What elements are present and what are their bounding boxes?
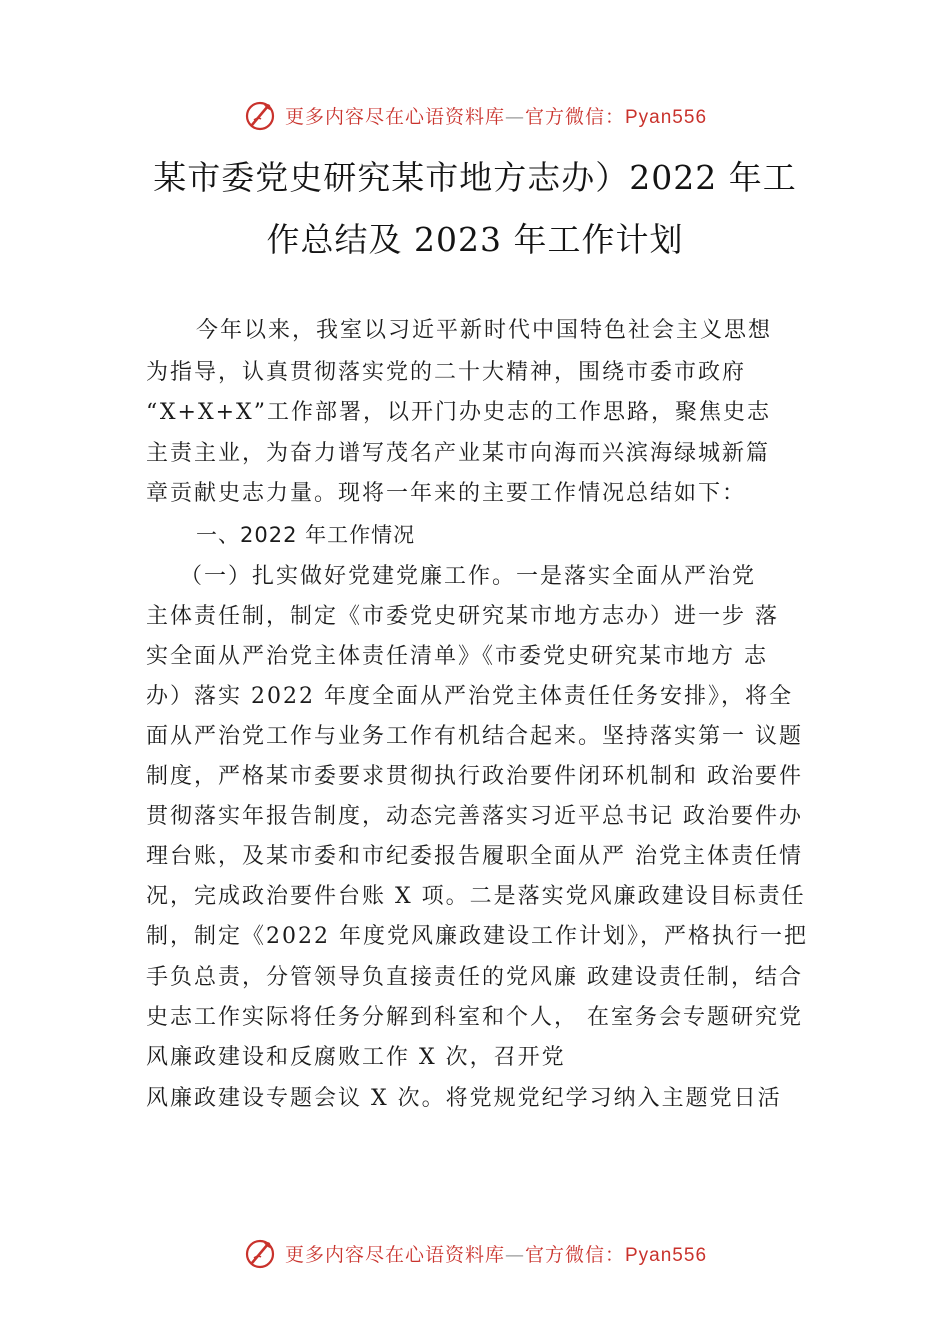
quill-seal-icon: [243, 98, 277, 132]
body-line: 办）落实 2022 年度全面从严治党主体责任任务安排》，将全: [146, 684, 793, 709]
body-line: “X+X+X”工作部署，以开门办史志的工作思路，聚焦史志: [146, 400, 771, 425]
body-line: （一）扎实做好党建党廉工作。一是落实全面从严治党: [180, 564, 757, 589]
watermark-wechat-label: 官方微信：: [524, 1243, 625, 1266]
header-watermark: [0, 95, 950, 135]
watermark-wechat-id: Pyan556: [625, 1244, 708, 1266]
body-line: 制，制定《2022 年度党风廉政建设工作计划》，严格执行一把: [146, 924, 808, 949]
body-line: 实全面从严治党主体责任清单》《市委党史研究某市地方 志: [146, 644, 768, 669]
watermark-dash: —: [504, 1243, 525, 1266]
footer-watermark: [0, 1233, 950, 1273]
body-line: 手负总责，分管领导负直接责任的党风廉 政建设责任制，结合: [146, 965, 803, 990]
document-title-line-2: 作总结及 2023 年工作计划: [266, 220, 684, 259]
watermark-text: [285, 102, 707, 129]
body-line: 况，完成政治要件台账 X 项。二是落实党风廉政建设目标责任: [146, 884, 806, 909]
section-heading: 一、2022 年工作情况: [196, 523, 416, 547]
watermark-wechat-id: Pyan556: [625, 106, 708, 128]
body-line: 为指导，认真贯彻落实党的二十大精神，围绕市委市政府: [146, 360, 747, 385]
body-line: 面从严治党工作与业务工作有机结合起来。坚持落实第一 议题: [146, 724, 803, 749]
body-line: 史志工作实际将任务分解到科室和个人， 在室务会专题研究党: [146, 1005, 803, 1030]
body-line: 风廉政建设和反腐败工作 X 次，召开党: [146, 1045, 566, 1070]
body-line: 理台账，及某市委和市纪委报告履职全面从严 治党主体责任情: [146, 844, 803, 869]
body-line: 今年以来，我室以习近平新时代中国特色社会主义思想: [196, 318, 773, 343]
body-line: 主体责任制，制定《市委党史研究某市地方志办）进一步 落: [146, 604, 779, 629]
watermark-text: [285, 1240, 707, 1267]
watermark-brand: 更多内容尽在心语资料库: [284, 105, 505, 128]
watermark-brand: 更多内容尽在心语资料库: [284, 1243, 505, 1266]
quill-seal-icon: [243, 1236, 277, 1270]
body-line: 主责主业，为奋力谱写茂名产业某市向海而兴滨海绿城新篇: [146, 441, 771, 466]
body-line: 章贡献史志力量。现将一年来的主要工作情况总结如下：: [146, 481, 747, 506]
document-title-line-1: 某市委党史研究某市地方志办）2022 年工: [153, 158, 797, 197]
watermark-wechat-label: 官方微信：: [524, 105, 625, 128]
watermark-dash: —: [504, 105, 525, 128]
body-line: 风廉政建设专题会议 X 次。将党规党纪学习纳入主题党日活: [146, 1086, 782, 1111]
body-line: 贯彻落实年报告制度，动态完善落实习近平总书记 政治要件办: [146, 804, 803, 829]
body-line: 制度，严格某市委要求贯彻执行政治要件闭环机制和 政治要件: [146, 764, 803, 789]
